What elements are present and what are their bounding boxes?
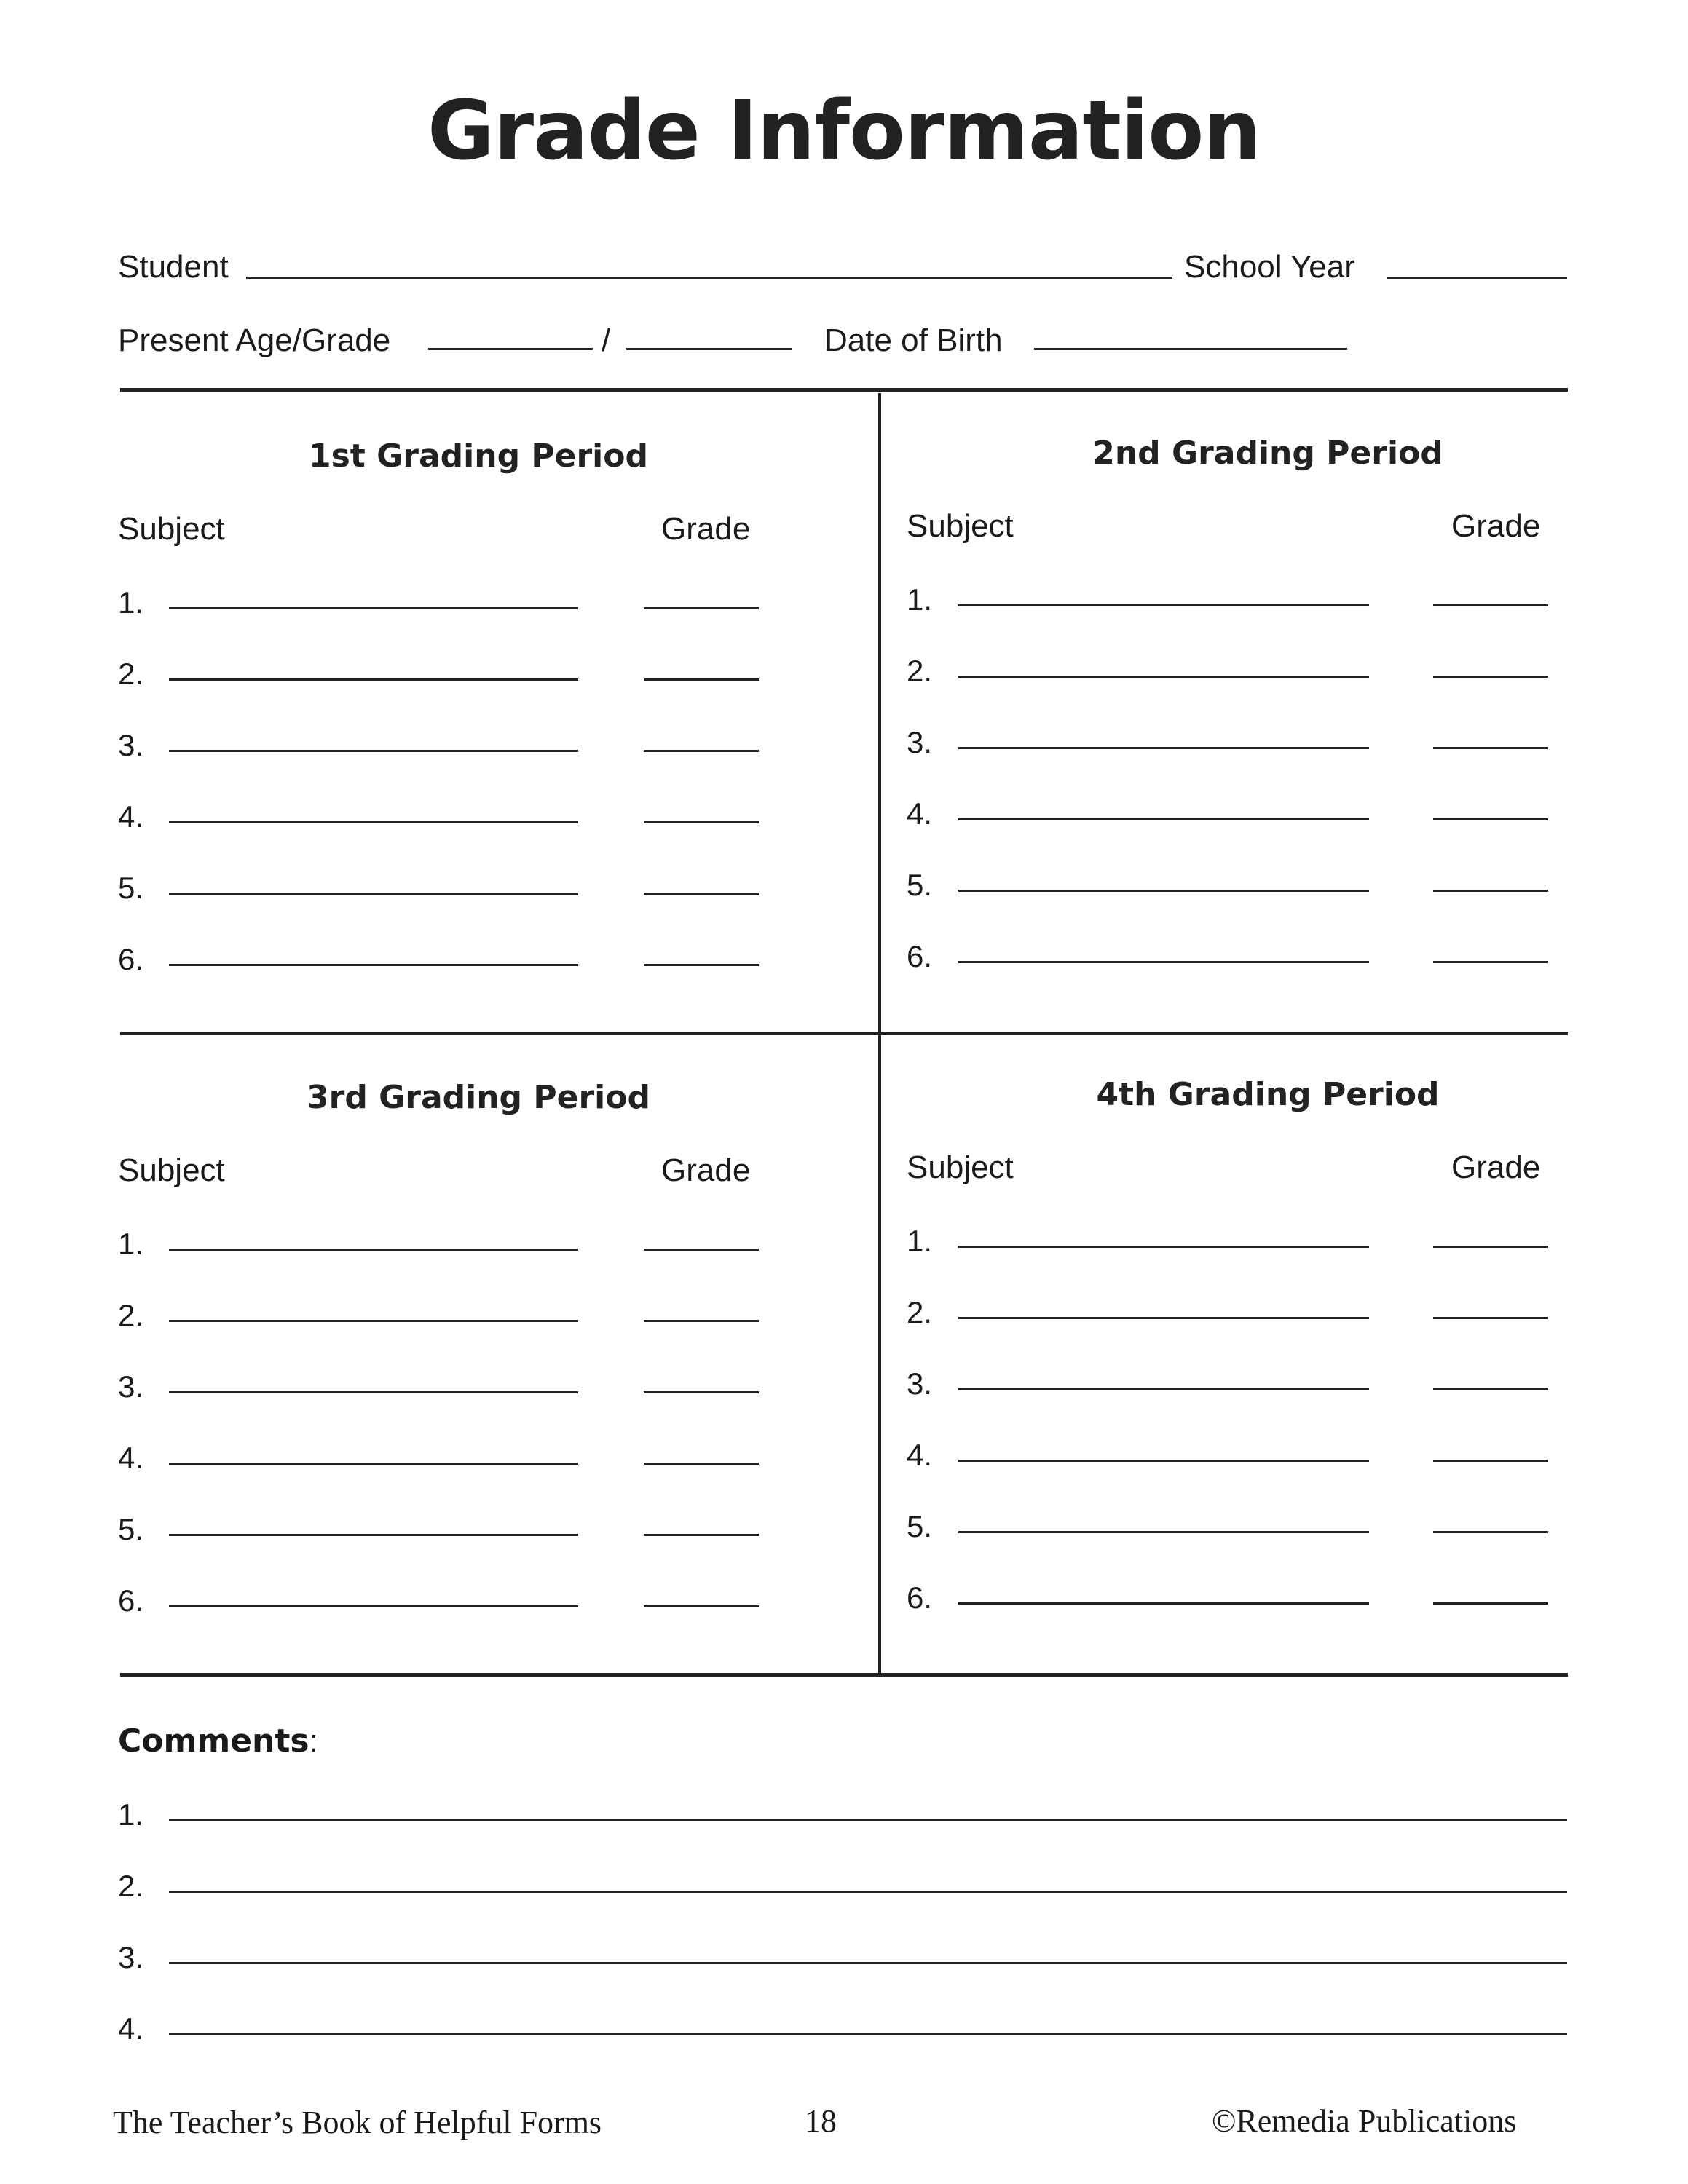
school-year-label: School Year	[1184, 249, 1355, 285]
period-4-subject-field[interactable]	[958, 1460, 1369, 1462]
period-3-grade-field[interactable]	[644, 1320, 759, 1322]
period-3-subject-header: Subject	[118, 1152, 225, 1188]
age-field[interactable]	[428, 348, 593, 350]
period-4-row-number: 4.	[907, 1438, 933, 1472]
age-grade-separator: /	[602, 323, 611, 358]
period-1-grade-field[interactable]	[644, 821, 759, 823]
period-2-grade-field[interactable]	[1433, 818, 1548, 820]
period-4-subject-field[interactable]	[958, 1317, 1369, 1319]
period-2-grade-field[interactable]	[1433, 890, 1548, 892]
period-4-grade-field[interactable]	[1433, 1388, 1548, 1390]
middle-rule	[120, 1032, 1568, 1035]
period-2-grade-field[interactable]	[1433, 604, 1548, 606]
period-3-row-number: 6.	[118, 1583, 144, 1618]
period-3-row-number: 3.	[118, 1369, 144, 1404]
comments-heading	[118, 1722, 318, 1760]
period-4-row-number: 5.	[907, 1509, 933, 1543]
period-2-subject-field[interactable]	[958, 604, 1369, 606]
grade-field[interactable]	[626, 348, 792, 350]
period-1-subject-field[interactable]	[169, 821, 578, 823]
dob-field[interactable]	[1034, 348, 1347, 350]
period-1-title: 1st Grading Period	[309, 438, 648, 475]
period-2-row-number: 6.	[907, 939, 933, 973]
period-2-grade-field[interactable]	[1433, 747, 1548, 749]
comments-colon: :	[309, 1723, 318, 1759]
period-1-row-number: 1.	[118, 585, 144, 620]
comment-field[interactable]	[169, 1962, 1567, 1964]
period-3-grade-field[interactable]	[644, 1249, 759, 1251]
period-3-subject-field[interactable]	[169, 1605, 578, 1607]
period-1-grade-header: Grade	[661, 511, 751, 547]
comment-row-number: 1.	[118, 1797, 144, 1832]
school-year-field[interactable]	[1387, 277, 1567, 279]
period-2-subject-field[interactable]	[958, 818, 1369, 820]
period-3-grade-field[interactable]	[644, 1534, 759, 1536]
period-3-subject-field[interactable]	[169, 1463, 578, 1465]
period-2-subject-field[interactable]	[958, 961, 1369, 963]
period-4-row-number: 2.	[907, 1295, 933, 1329]
period-3-grade-header: Grade	[661, 1152, 751, 1188]
period-4-subject-field[interactable]	[958, 1388, 1369, 1390]
period-4-grade-field[interactable]	[1433, 1531, 1548, 1533]
footer-copyright: ©Remedia Publications	[1212, 2103, 1517, 2139]
period-4-subject-field[interactable]	[958, 1531, 1369, 1533]
period-1-row-number: 4.	[118, 799, 144, 834]
comment-row-number: 4.	[118, 2011, 144, 2046]
period-2-row-number: 3.	[907, 725, 933, 759]
period-3-grade-field[interactable]	[644, 1391, 759, 1393]
period-4-grade-field[interactable]	[1433, 1246, 1548, 1248]
period-4-row-number: 1.	[907, 1224, 933, 1258]
period-3-row-number: 2.	[118, 1298, 144, 1332]
period-2-grade-field[interactable]	[1433, 961, 1548, 963]
period-1-grade-field[interactable]	[644, 964, 759, 966]
period-1-subject-field[interactable]	[169, 964, 578, 966]
period-2-subject-field[interactable]	[958, 747, 1369, 749]
dob-label: Date of Birth	[824, 323, 1003, 358]
comment-field[interactable]	[169, 1819, 1567, 1821]
period-4-subject-field[interactable]	[958, 1246, 1369, 1248]
period-3-subject-field[interactable]	[169, 1391, 578, 1393]
period-2-subject-field[interactable]	[958, 676, 1369, 678]
period-4-grade-field[interactable]	[1433, 1460, 1548, 1462]
comment-row-number: 3.	[118, 1940, 144, 1974]
period-1-row-number: 5.	[118, 871, 144, 905]
period-3-title: 3rd Grading Period	[307, 1079, 650, 1116]
period-1-subject-field[interactable]	[169, 750, 578, 752]
period-2-row-number: 5.	[907, 868, 933, 902]
period-3-subject-field[interactable]	[169, 1320, 578, 1322]
period-2-row-number: 4.	[907, 796, 933, 831]
period-4-grade-header: Grade	[1451, 1150, 1541, 1185]
period-1-subject-field[interactable]	[169, 678, 578, 681]
period-2-row-number: 2.	[907, 654, 933, 688]
period-2-title: 2nd Grading Period	[1092, 435, 1443, 472]
period-1-subject-field[interactable]	[169, 893, 578, 895]
period-3-row-number: 4.	[118, 1441, 144, 1475]
period-1-grade-field[interactable]	[644, 607, 759, 609]
period-2-subject-header: Subject	[907, 508, 1014, 544]
period-2-grade-field[interactable]	[1433, 676, 1548, 678]
period-1-row-number: 2.	[118, 657, 144, 691]
period-2-grade-header: Grade	[1451, 508, 1541, 544]
page-title: Grade Information	[427, 84, 1261, 178]
period-3-grade-field[interactable]	[644, 1463, 759, 1465]
period-4-row-number: 3.	[907, 1366, 933, 1401]
period-3-grade-field[interactable]	[644, 1605, 759, 1607]
period-4-grade-field[interactable]	[1433, 1602, 1548, 1605]
period-1-row-number: 3.	[118, 728, 144, 762]
period-1-subject-header: Subject	[118, 511, 225, 547]
period-1-row-number: 6.	[118, 942, 144, 976]
period-1-grade-field[interactable]	[644, 893, 759, 895]
top-rule	[120, 388, 1568, 392]
period-1-grade-field[interactable]	[644, 678, 759, 681]
student-label: Student	[118, 249, 229, 285]
comments-label: Comments	[118, 1722, 309, 1760]
period-1-subject-field[interactable]	[169, 607, 578, 609]
age-grade-label: Present Age/Grade	[118, 323, 391, 358]
comment-field[interactable]	[169, 1891, 1567, 1893]
bottom-rule	[120, 1673, 1568, 1677]
period-4-title: 4th Grading Period	[1096, 1076, 1440, 1113]
period-2-subject-field[interactable]	[958, 890, 1369, 892]
period-4-subject-field[interactable]	[958, 1602, 1369, 1605]
period-3-subject-field[interactable]	[169, 1534, 578, 1536]
student-field[interactable]	[246, 277, 1172, 279]
period-3-row-number: 1.	[118, 1227, 144, 1261]
period-4-grade-field[interactable]	[1433, 1317, 1548, 1319]
footer-page-number: 18	[805, 2103, 837, 2139]
period-2-row-number: 1.	[907, 582, 933, 617]
period-3-subject-field[interactable]	[169, 1249, 578, 1251]
footer-book-title: The Teacher’s Book of Helpful Forms	[113, 2105, 602, 2140]
period-4-row-number: 6.	[907, 1580, 933, 1615]
period-3-row-number: 5.	[118, 1512, 144, 1546]
center-divider	[878, 393, 881, 1674]
period-4-subject-header: Subject	[907, 1150, 1014, 1185]
comment-field[interactable]	[169, 2033, 1567, 2035]
comment-row-number: 2.	[118, 1869, 144, 1903]
period-1-grade-field[interactable]	[644, 750, 759, 752]
